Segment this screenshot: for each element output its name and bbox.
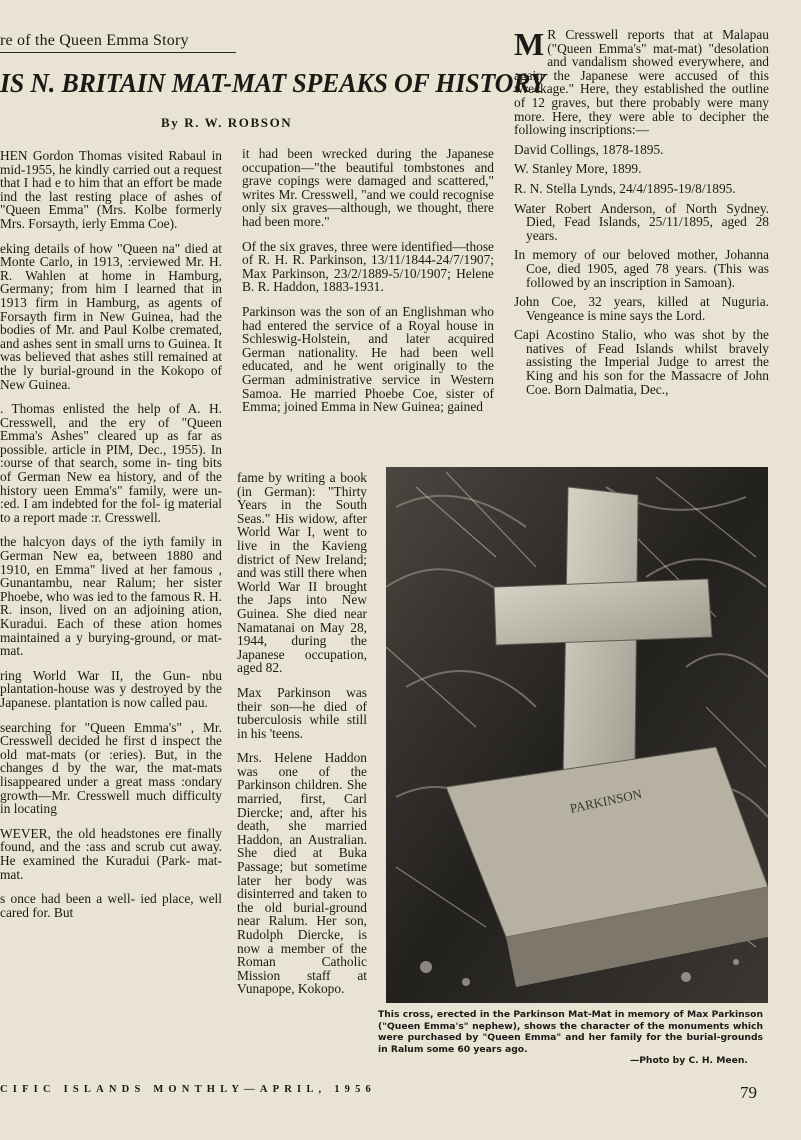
inscription: David Collings, 1878-1895. xyxy=(514,141,664,157)
column-2-paragraph: Of the six graves, three were identified—those of R. H. R. Parkinson, 13/11/1844-24/7/1907; Max Parkinson, 23/2/1889-5/10/1907; Helene B. R. Haddon, 1883-1931. xyxy=(242,238,494,295)
column-2-narrow-paragraph: Max Parkinson was their son—he died of tuberculosis while still in his 'teens. xyxy=(237,684,367,741)
column-1-paragraph: . Thomas enlisted the help of A. H. Cresswell, and the ery of "Queen Emma's Ashes" cleared up as far as possible. article in PIM, Dec., 1955). In :ourse of that search, some in- ting bits of German New ea history, and of the history ueen Emma's" family, were un- :ed. I am indebted for the fol- ig material to a report made :r. Cresswell. xyxy=(0,401,222,525)
column-1-paragraph: WEVER, the old headstones ere finally found, and the :ass and scrub cut away. He examined the Kuradui (Park- mat-mat. xyxy=(0,825,222,882)
inscription: R. N. Stella Lynds, 24/4/1895-19/8/1895. xyxy=(514,180,736,196)
page-footer: CIFIC ISLANDS MONTHLY—APRIL, 1956 xyxy=(0,1084,376,1095)
column-1-paragraph: eking details of how "Queen na" died at Monte Carlo, in 1913, :erviewed Mr. H. R. Wahlen at home in Hamburg, Germany; from him I learned that in 1913 firm in Hamburg, as agents of Forsayth firm in New Guinea, had the bodies of Mr. and Paul Kolbe cremated, and ashes sent in small urns to Guinea. It was believed that ashes still remained at the ly burial-ground in the Kokopo of New Guinea. xyxy=(0,240,222,392)
column-1-paragraph: the halcyon days of the iyth family in German New ea, between 1880 and 1910, en Emma" lived at her famous , Gunantambu, near Ralum; her sister Phoebe, who was ied to the famous R. H. R. inson, lived on an adjoining ation, Kuradui. Each of these ation homes maintained a y burying-ground, or mat-mat. xyxy=(0,534,222,659)
column-1 xyxy=(0,149,222,1061)
cross-inscription: PARKINSON xyxy=(568,786,644,816)
cross-photograph xyxy=(386,467,768,1003)
inscription: In memory of our beloved mother, Johanna Coe, died 1905, aged 78 years. (This was followed by an inscription in Samoan). xyxy=(514,247,769,290)
column-2-narrow xyxy=(237,471,367,1061)
inscription: W. Stanley More, 1899. xyxy=(514,161,642,177)
column-3 xyxy=(514,28,769,464)
column-1-paragraph: searching for "Queen Emma's" , Mr. Cresswell decided he first d inspect the old mat-mats (or :eries). But, in the changes d by the war, the mat-mats lisappeared under a great mass :ondary growth—Mr. Cresswell much difficulty in locating xyxy=(0,719,222,817)
column-3-intro-text: R Cresswell reports that at Malapau ("Queen Emma's" mat-mat) "desolation and vandalism showed everywhere, and again the Japanese were accused of this wreckage." Here, they established the outline of 12 graves, but there probably were many more. Here, they were able to decipher the following inscriptions:— xyxy=(514,28,769,138)
photo-illustration xyxy=(386,467,768,1003)
inscription: Capi Acostino Stalio, who was shot by the natives of Fead Islands whilst bravely assisting the Imperial Judge to arrest the King and his son for the Massacre of John Coe. Born Dalmatia, Dec., xyxy=(514,327,769,397)
photo-caption: This cross, erected in the Parkinson Mat-Mat in memory of Max Parkinson ("Queen Emma's" nephew), shows the character of the monuments which were purchased by "Queen Emma" and her family for the burial-grounds in Ralum some 60 years ago. xyxy=(378,1009,763,1055)
inscription: John Coe, 32 years, killed at Nuguria. Vengeance is mine says the Lord. xyxy=(514,294,769,323)
article-headline: IS N. BRITAIN MAT-MAT SPEAKS OF HISTORY xyxy=(0,68,546,98)
inscription: Water Robert Anderson, of North Sydney. Died, Fead Islands, 25/11/1895, aged 28 years. xyxy=(514,200,769,243)
column-2-narrow-paragraph: Mrs. Helene Haddon was one of the Parkinson children. She married, first, Carl Diercke; and, after his death, she married Haddon, an Australian. She died at Buka Passage; but sometime later her body was disinterred and taken to the old burial-ground near Ralum. Her son, Rudolph Diercke, is now a member of the Roman Catholic Mission staff at Vunapope, Kokopo. xyxy=(237,750,367,997)
column-1-paragraph: HEN Gordon Thomas visited Rabaul in mid-1955, he kindly carried out a request that I had e to him that an effort be made ind the last resting place of ashes of "Queen Emma" (Mrs. Kolbe formerly Mrs. Forsayth, ierly Emma Coe). xyxy=(0,149,222,231)
series-title: re of the Queen Emma Story xyxy=(0,32,189,49)
photo-credit: —Photo by C. H. Meen. xyxy=(630,1055,748,1066)
page-number: 79 xyxy=(740,1083,757,1102)
column-2-paragraph: Parkinson was the son of an Englishman who had entered the service of a Royal house in Schleswig-Holstein, and later acquired German nationality. He had been well educated, and he went originally to the German administrative service in Western Samoa. He married Phoebe Coe, sister of Emma; joined Emma in New Guinea; gained xyxy=(242,303,494,415)
column-2-narrow-paragraph: fame by writing a book (in German): "Thirty Years in the South Seas." His widow, after World War I, went to live in the Kavieng district of New Ireland; and was still there when World War II brought the Japs into New Guinea. She died near Namatanai on May 28, 1944, during the Japanese occupation, aged 82. xyxy=(237,471,367,676)
series-title-rule xyxy=(0,52,236,53)
column-3-intro xyxy=(514,28,769,137)
byline: By R. W. ROBSON xyxy=(161,115,293,130)
column-2-top xyxy=(242,147,494,465)
column-2-paragraph: it had been wrecked during the Japanese occupation—"the beautiful tombstones and grave copings were damaged and scattered," writes Mr. Cresswell, "and we could recognise only six graves—although, we thought, there had been more." xyxy=(242,147,494,229)
column-1-paragraph: ring World War II, the Gun- nbu plantation-house was y destroyed by the Japanese. plantation is now called pau. xyxy=(0,667,222,710)
drop-cap: M xyxy=(514,28,545,62)
column-1-paragraph: s once had been a well- ied place, well cared for. But xyxy=(0,891,222,920)
